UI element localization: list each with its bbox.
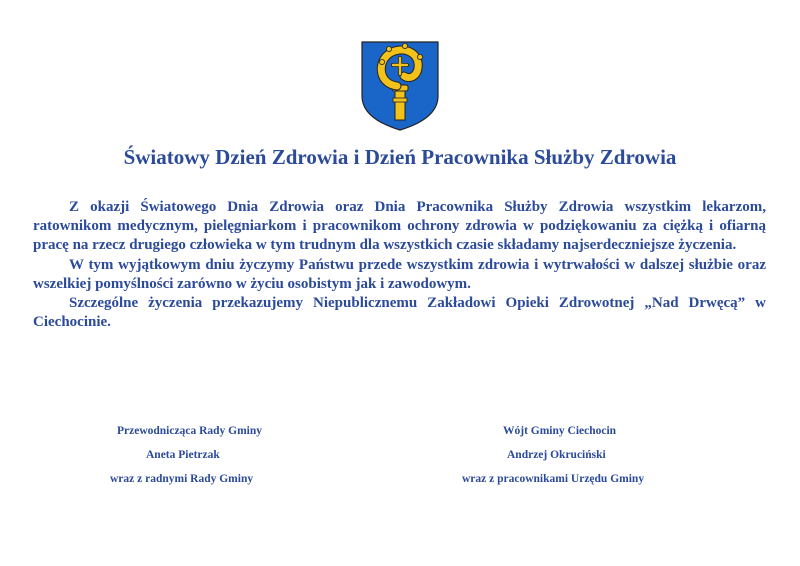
greeting-paragraph-1: Z okazji Światowego Dnia Zdrowia oraz Dnia Pracownika Służby Zdrowia wszystkim lekarzom, ratownikom medycznym, pielęgniarkom i pracownikom ochrony zdrowia w podziękowaniu za ciężką i ofiarną pracę na rzecz drugiego człowieka w tym trudnym dla wszystkich czasie składamy najserdeczniejsze życzenia. <box>33 199 766 254</box>
left-signature-with: wraz z radnymi Rady Gminy <box>110 473 254 485</box>
greeting-paragraph-3: Szczególne życzenia przekazujemy Niepublicznemu Zakładowi Opieki Zdrowotnej „Nad Drwęcą” w Ciechocinie. <box>33 295 766 331</box>
right-signature-with: wraz z pracownikami Urzędu Gminy <box>462 473 645 485</box>
right-signature-name: Andrzej Okruciński <box>507 449 606 461</box>
crozier-coat-of-arms-icon <box>360 40 440 132</box>
greeting-body <box>33 198 766 332</box>
right-signature-role: Wójt Gminy Ciechocin <box>503 425 617 437</box>
page-title: Światowy Dzień Zdrowia i Dzień Pracownika Służby Zdrowia <box>123 145 677 169</box>
left-signature-name: Aneta Pietrzak <box>146 449 220 461</box>
left-signature-role: Przewodnicząca Rady Gminy <box>117 425 263 437</box>
greeting-paragraph-2: W tym wyjątkowym dniu życzymy Państwu przede wszystkim zdrowia i wytrwałości w dalszej służbie oraz wszelkiej pomyślności zarówno w życiu osobistym jak i zawodowym. <box>33 256 766 292</box>
